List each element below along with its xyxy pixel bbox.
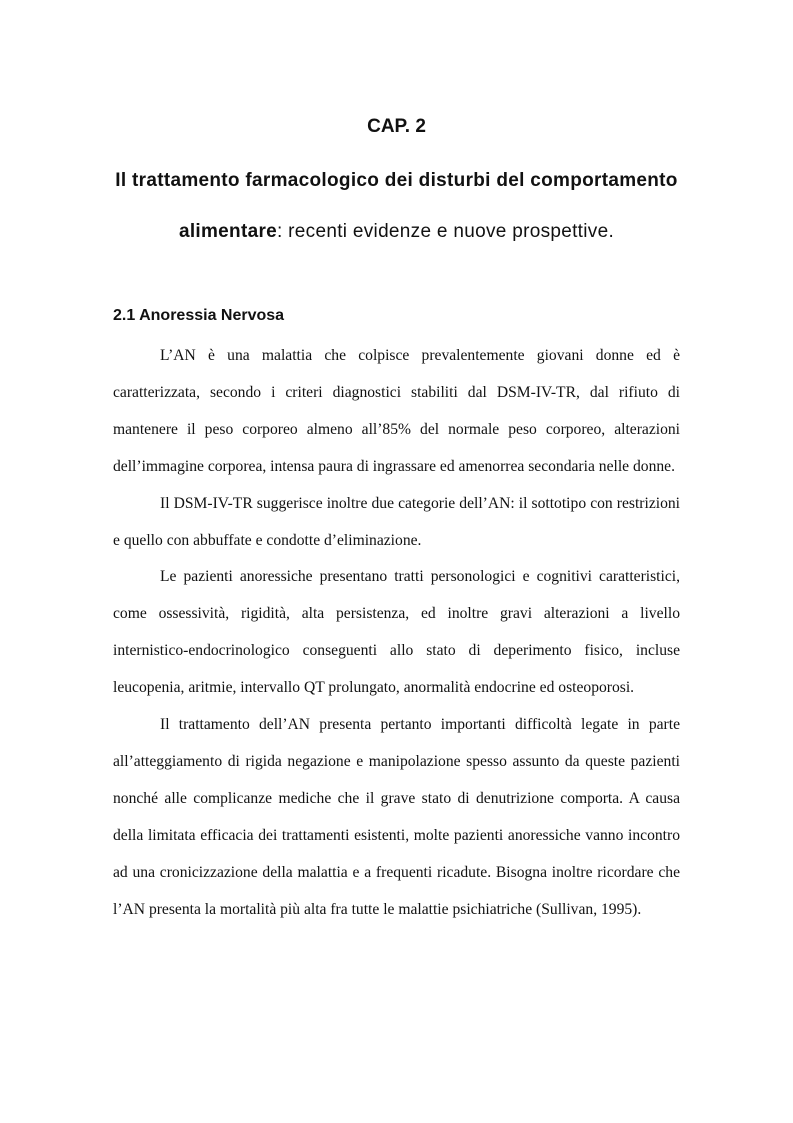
paragraph: Il trattamento dell’AN presenta pertanto importanti difficoltà legate in parte all’atteggiamento di rigida negazione e manipolazione spesso assunto da queste pazienti nonché alle complicanze mediche che il grave stato di denutrizione comporta. A causa della limitata efficacia dei trattamenti esistenti, molte pazienti anoressiche vanno incontro ad una cronicizzazione della malattia e a frequenti ricadute. Bisogna inoltre ricordare che l’AN presenta la mortalità più alta fra tutte le malattie psichiatriche (Sullivan, 1995).	[113, 716, 680, 918]
body-text	[113, 338, 680, 929]
chapter-number: CAP. 2	[367, 116, 426, 137]
paragraph: Le pazienti anoressiche presentano tratti personologici e cognitivi caratteristici, come ossessività, rigidità, alta persistenza, ed inoltre gravi alterazioni a livello internistico-endocrinologico conseguenti allo stato di deperimento fisico, incluse leucopenia, aritmie, intervallo QT prolungato, anormalità endocrine ed osteoporosi.	[113, 568, 680, 697]
section-heading: 2.1 Anoressia Nervosa	[113, 307, 285, 324]
paragraph: Il DSM-IV-TR suggerisce inoltre due categorie dell’AN: il sottotipo con restrizioni e quello con abbuffate e condotte d’eliminazione.	[113, 494, 680, 549]
chapter-title-line-2	[0, 221, 793, 243]
chapter-title-subtitle: : recenti evidenze e nuove prospettive.	[277, 221, 615, 242]
chapter-title-bold-word: alimentare	[178, 221, 278, 242]
chapter-title-line-1	[0, 170, 793, 192]
chapter-title-line-1-text: Il trattamento farmacologico dei disturbi del comportamento	[115, 170, 678, 191]
paragraph: L’AN è una malattia che colpisce prevalentemente giovani donne ed è caratterizzata, secondo i criteri diagnostici stabiliti dal DSM-IV-TR, dal rifiuto di mantenere il peso corporeo almeno all’85% del normale peso corporeo, alterazioni dell’immagine corporea, intensa paura di ingrassare ed amenorrea secondaria nelle donne.	[113, 347, 680, 475]
